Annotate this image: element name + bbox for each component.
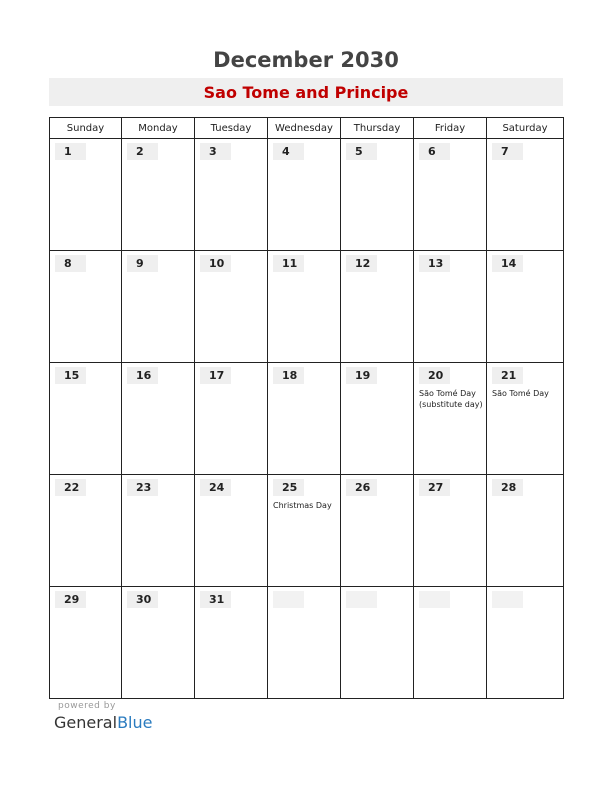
day-number — [273, 591, 304, 608]
day-number: 4 — [273, 143, 304, 160]
day-number: 16 — [127, 367, 158, 384]
day-cell — [50, 475, 122, 587]
day-number: 27 — [419, 479, 450, 496]
day-cell — [414, 139, 487, 251]
day-cell — [341, 475, 414, 587]
holiday-label: São Tomé Day (substitute day) — [419, 389, 483, 409]
weekday-header: Wednesday — [268, 118, 341, 139]
day-number: 13 — [419, 255, 450, 272]
day-number: 5 — [346, 143, 377, 160]
day-number: 25 — [273, 479, 304, 496]
week-row — [50, 587, 564, 699]
day-cell — [50, 251, 122, 363]
day-cell — [268, 251, 341, 363]
day-number: 31 — [200, 591, 231, 608]
day-cell — [50, 139, 122, 251]
day-number: 7 — [492, 143, 523, 160]
day-cell — [414, 363, 487, 475]
day-cell — [195, 587, 268, 699]
day-number: 2 — [127, 143, 158, 160]
weekday-header: Tuesday — [195, 118, 268, 139]
generalblue-logo[interactable] — [54, 713, 152, 732]
day-cell — [414, 251, 487, 363]
day-number: 22 — [55, 479, 86, 496]
day-cell — [195, 475, 268, 587]
holiday-label: São Tomé Day — [492, 389, 549, 398]
country-banner — [49, 78, 563, 106]
day-cell — [122, 587, 195, 699]
weekday-header: Friday — [414, 118, 487, 139]
week-row — [50, 139, 564, 251]
day-cell — [487, 251, 564, 363]
day-number: 12 — [346, 255, 377, 272]
weekday-header: Thursday — [341, 118, 414, 139]
day-number: 11 — [273, 255, 304, 272]
day-cell — [268, 475, 341, 587]
day-cell — [195, 363, 268, 475]
powered-by-text: powered by — [58, 701, 116, 711]
week-row — [50, 251, 564, 363]
day-number: 1 — [55, 143, 86, 160]
day-number — [419, 591, 450, 608]
day-cell — [341, 587, 414, 699]
day-cell — [487, 363, 564, 475]
day-cell — [122, 363, 195, 475]
day-cell — [268, 363, 341, 475]
day-cell — [122, 475, 195, 587]
day-cell — [122, 139, 195, 251]
day-number: 29 — [55, 591, 86, 608]
day-number: 9 — [127, 255, 158, 272]
country-name: Sao Tome and Principe — [203, 83, 409, 102]
day-number: 8 — [55, 255, 86, 272]
day-number: 23 — [127, 479, 158, 496]
day-cell — [341, 139, 414, 251]
day-number: 24 — [200, 479, 231, 496]
day-number: 14 — [492, 255, 523, 272]
day-cell — [50, 587, 122, 699]
week-row — [50, 475, 564, 587]
day-number: 6 — [419, 143, 450, 160]
day-number: 10 — [200, 255, 231, 272]
week-row — [50, 363, 564, 475]
day-number: 20 — [419, 367, 450, 384]
day-cell — [341, 363, 414, 475]
day-cell — [341, 251, 414, 363]
weekday-header-row — [50, 118, 564, 139]
weekday-header: Sunday — [50, 118, 122, 139]
calendar-grid — [49, 117, 564, 699]
day-cell — [122, 251, 195, 363]
page-title: December 2030 — [213, 48, 399, 72]
day-number: 21 — [492, 367, 523, 384]
day-number: 19 — [346, 367, 377, 384]
day-number: 18 — [273, 367, 304, 384]
day-number: 15 — [55, 367, 86, 384]
holiday-label: Christmas Day — [273, 501, 332, 510]
brand-blue: Blue — [117, 713, 153, 732]
day-number — [492, 591, 523, 608]
day-number: 3 — [200, 143, 231, 160]
day-number: 17 — [200, 367, 231, 384]
day-cell — [487, 475, 564, 587]
brand-general: General — [54, 713, 118, 732]
day-cell — [487, 139, 564, 251]
day-number: 28 — [492, 479, 523, 496]
day-cell — [414, 475, 487, 587]
day-number: 30 — [127, 591, 158, 608]
day-cell — [195, 251, 268, 363]
day-cell — [268, 139, 341, 251]
day-cell — [487, 587, 564, 699]
day-cell — [268, 587, 341, 699]
day-number: 26 — [346, 479, 377, 496]
day-number — [346, 591, 377, 608]
day-cell — [195, 139, 268, 251]
weekday-header: Monday — [122, 118, 195, 139]
weekday-header: Saturday — [487, 118, 564, 139]
day-cell — [414, 587, 487, 699]
day-cell — [50, 363, 122, 475]
